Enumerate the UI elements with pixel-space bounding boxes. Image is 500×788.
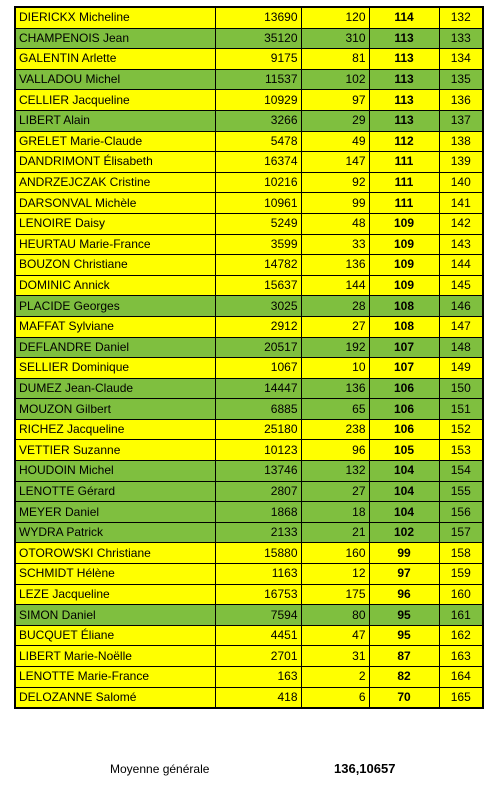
cell-name: ANDRZEJCZAK Cristine — [15, 172, 215, 193]
cell-rank: 145 — [439, 275, 483, 296]
cell-score: 109 — [369, 234, 439, 255]
cell-rank: 157 — [439, 522, 483, 543]
cell-score: 97 — [369, 564, 439, 585]
cell-total: 10929 — [215, 90, 301, 111]
cell-count: 2 — [301, 667, 369, 688]
cell-rank: 142 — [439, 213, 483, 234]
cell-score: 113 — [369, 28, 439, 49]
cell-score: 104 — [369, 481, 439, 502]
cell-rank: 165 — [439, 687, 483, 708]
cell-total: 11537 — [215, 69, 301, 90]
cell-count: 6 — [301, 687, 369, 708]
cell-rank: 149 — [439, 358, 483, 379]
cell-count: 160 — [301, 543, 369, 564]
cell-score: 102 — [369, 522, 439, 543]
cell-count: 96 — [301, 440, 369, 461]
cell-count: 27 — [301, 481, 369, 502]
cell-score: 106 — [369, 419, 439, 440]
cell-score: 111 — [369, 193, 439, 214]
cell-count: 80 — [301, 605, 369, 626]
table-row — [15, 110, 483, 131]
cell-total: 14447 — [215, 378, 301, 399]
table-row — [15, 28, 483, 49]
cell-rank: 133 — [439, 28, 483, 49]
cell-total: 7594 — [215, 605, 301, 626]
footer — [0, 758, 500, 780]
cell-rank: 160 — [439, 584, 483, 605]
cell-name: LIBERT Marie-Noëlle — [15, 646, 215, 667]
cell-count: 48 — [301, 213, 369, 234]
cell-rank: 140 — [439, 172, 483, 193]
cell-rank: 139 — [439, 152, 483, 173]
cell-rank: 136 — [439, 90, 483, 111]
cell-total: 3266 — [215, 110, 301, 131]
cell-rank: 134 — [439, 49, 483, 70]
cell-score: 107 — [369, 337, 439, 358]
cell-name: VETTIER Suzanne — [15, 440, 215, 461]
cell-total: 3599 — [215, 234, 301, 255]
cell-name: DOMINIC Annick — [15, 275, 215, 296]
cell-count: 65 — [301, 399, 369, 420]
cell-score: 87 — [369, 646, 439, 667]
cell-count: 147 — [301, 152, 369, 173]
cell-total: 10216 — [215, 172, 301, 193]
cell-name: CELLIER Jacqueline — [15, 90, 215, 111]
cell-score: 99 — [369, 543, 439, 564]
cell-rank: 146 — [439, 296, 483, 317]
cell-name: PLACIDE Georges — [15, 296, 215, 317]
cell-score: 109 — [369, 275, 439, 296]
cell-total: 25180 — [215, 419, 301, 440]
cell-name: SELLIER Dominique — [15, 358, 215, 379]
cell-total: 1163 — [215, 564, 301, 585]
cell-name: BUCQUET Éliane — [15, 625, 215, 646]
cell-name: LENOTTE Marie-France — [15, 667, 215, 688]
cell-rank: 156 — [439, 502, 483, 523]
cell-rank: 158 — [439, 543, 483, 564]
cell-score: 70 — [369, 687, 439, 708]
cell-total: 10961 — [215, 193, 301, 214]
table-row — [15, 255, 483, 276]
cell-name: CHAMPENOIS Jean — [15, 28, 215, 49]
cell-score: 114 — [369, 7, 439, 28]
cell-name: SIMON Daniel — [15, 605, 215, 626]
table-row — [15, 646, 483, 667]
cell-name: MAFFAT Sylviane — [15, 316, 215, 337]
cell-name: HEURTAU Marie-France — [15, 234, 215, 255]
cell-score: 108 — [369, 296, 439, 317]
cell-total: 2701 — [215, 646, 301, 667]
cell-name: LENOTTE Gérard — [15, 481, 215, 502]
cell-score: 109 — [369, 255, 439, 276]
cell-count: 47 — [301, 625, 369, 646]
table-row — [15, 481, 483, 502]
cell-name: SCHMIDT Hélène — [15, 564, 215, 585]
cell-count: 175 — [301, 584, 369, 605]
cell-score: 113 — [369, 90, 439, 111]
cell-total: 14782 — [215, 255, 301, 276]
cell-score: 111 — [369, 152, 439, 173]
cell-count: 192 — [301, 337, 369, 358]
table-row — [15, 358, 483, 379]
table-row — [15, 502, 483, 523]
cell-total: 4451 — [215, 625, 301, 646]
table-row — [15, 131, 483, 152]
cell-total: 1868 — [215, 502, 301, 523]
cell-total: 163 — [215, 667, 301, 688]
cell-name: DARSONVAL Michèle — [15, 193, 215, 214]
cell-count: 92 — [301, 172, 369, 193]
cell-score: 113 — [369, 49, 439, 70]
cell-name: DEFLANDRE Daniel — [15, 337, 215, 358]
average-value: 136,10657 — [334, 761, 396, 776]
cell-total: 15637 — [215, 275, 301, 296]
cell-count: 144 — [301, 275, 369, 296]
table-row — [15, 584, 483, 605]
cell-count: 120 — [301, 7, 369, 28]
cell-rank: 144 — [439, 255, 483, 276]
cell-score: 106 — [369, 399, 439, 420]
cell-rank: 135 — [439, 69, 483, 90]
table-row — [15, 193, 483, 214]
cell-total: 10123 — [215, 440, 301, 461]
cell-rank: 161 — [439, 605, 483, 626]
cell-score: 107 — [369, 358, 439, 379]
cell-rank: 141 — [439, 193, 483, 214]
cell-name: GRELET Marie-Claude — [15, 131, 215, 152]
cell-rank: 138 — [439, 131, 483, 152]
table-row — [15, 172, 483, 193]
cell-count: 136 — [301, 255, 369, 276]
table-row — [15, 234, 483, 255]
cell-score: 95 — [369, 605, 439, 626]
cell-rank: 159 — [439, 564, 483, 585]
table-row — [15, 543, 483, 564]
table-row — [15, 69, 483, 90]
cell-rank: 150 — [439, 378, 483, 399]
cell-total: 16374 — [215, 152, 301, 173]
cell-rank: 152 — [439, 419, 483, 440]
cell-total: 13690 — [215, 7, 301, 28]
cell-total: 9175 — [215, 49, 301, 70]
cell-score: 113 — [369, 69, 439, 90]
table-row — [15, 461, 483, 482]
table-row — [15, 522, 483, 543]
cell-count: 238 — [301, 419, 369, 440]
table-row — [15, 90, 483, 111]
cell-count: 27 — [301, 316, 369, 337]
cell-total: 1067 — [215, 358, 301, 379]
cell-name: BOUZON Christiane — [15, 255, 215, 276]
cell-name: DANDRIMONT Élisabeth — [15, 152, 215, 173]
cell-count: 99 — [301, 193, 369, 214]
cell-name: MEYER Daniel — [15, 502, 215, 523]
table-row — [15, 7, 483, 28]
ranking-rows — [15, 7, 483, 708]
cell-score: 109 — [369, 213, 439, 234]
cell-rank: 153 — [439, 440, 483, 461]
cell-rank: 163 — [439, 646, 483, 667]
cell-score: 111 — [369, 172, 439, 193]
cell-score: 105 — [369, 440, 439, 461]
cell-count: 28 — [301, 296, 369, 317]
cell-total: 3025 — [215, 296, 301, 317]
cell-score: 96 — [369, 584, 439, 605]
table-row — [15, 213, 483, 234]
cell-name: HOUDOIN Michel — [15, 461, 215, 482]
cell-total: 2912 — [215, 316, 301, 337]
table-row — [15, 440, 483, 461]
cell-score: 82 — [369, 667, 439, 688]
table-row — [15, 625, 483, 646]
cell-rank: 155 — [439, 481, 483, 502]
table-row — [15, 49, 483, 70]
cell-total: 5478 — [215, 131, 301, 152]
cell-name: MOUZON Gilbert — [15, 399, 215, 420]
cell-score: 108 — [369, 316, 439, 337]
cell-count: 97 — [301, 90, 369, 111]
cell-count: 12 — [301, 564, 369, 585]
table-row — [15, 316, 483, 337]
cell-total: 2133 — [215, 522, 301, 543]
table-row — [15, 399, 483, 420]
cell-score: 104 — [369, 502, 439, 523]
table-row — [15, 687, 483, 708]
cell-total: 13746 — [215, 461, 301, 482]
cell-count: 310 — [301, 28, 369, 49]
cell-count: 49 — [301, 131, 369, 152]
cell-name: LIBERT Alain — [15, 110, 215, 131]
cell-name: LENOIRE Daisy — [15, 213, 215, 234]
table-row — [15, 667, 483, 688]
table-row — [15, 296, 483, 317]
cell-total: 20517 — [215, 337, 301, 358]
cell-name: DIERICKX Micheline — [15, 7, 215, 28]
cell-rank: 164 — [439, 667, 483, 688]
cell-total: 2807 — [215, 481, 301, 502]
cell-count: 33 — [301, 234, 369, 255]
table-row — [15, 275, 483, 296]
table-row — [15, 605, 483, 626]
cell-name: LEZE Jacqueline — [15, 584, 215, 605]
cell-rank: 148 — [439, 337, 483, 358]
cell-score: 95 — [369, 625, 439, 646]
average-label: Moyenne générale — [110, 762, 210, 776]
cell-count: 132 — [301, 461, 369, 482]
cell-count: 29 — [301, 110, 369, 131]
cell-count: 18 — [301, 502, 369, 523]
table-row — [15, 337, 483, 358]
cell-count: 102 — [301, 69, 369, 90]
cell-total: 16753 — [215, 584, 301, 605]
cell-rank: 154 — [439, 461, 483, 482]
cell-count: 31 — [301, 646, 369, 667]
cell-total: 35120 — [215, 28, 301, 49]
cell-rank: 162 — [439, 625, 483, 646]
table-row — [15, 378, 483, 399]
cell-score: 113 — [369, 110, 439, 131]
cell-count: 136 — [301, 378, 369, 399]
ranking-table — [14, 6, 484, 709]
cell-name: GALENTIN Arlette — [15, 49, 215, 70]
cell-rank: 137 — [439, 110, 483, 131]
cell-score: 112 — [369, 131, 439, 152]
cell-total: 418 — [215, 687, 301, 708]
table-row — [15, 152, 483, 173]
cell-rank: 147 — [439, 316, 483, 337]
cell-count: 10 — [301, 358, 369, 379]
cell-count: 21 — [301, 522, 369, 543]
cell-name: RICHEZ Jacqueline — [15, 419, 215, 440]
cell-score: 104 — [369, 461, 439, 482]
cell-total: 6885 — [215, 399, 301, 420]
cell-rank: 132 — [439, 7, 483, 28]
cell-name: VALLADOU Michel — [15, 69, 215, 90]
cell-score: 106 — [369, 378, 439, 399]
cell-count: 81 — [301, 49, 369, 70]
cell-name: DELOZANNE Salomé — [15, 687, 215, 708]
table-row — [15, 419, 483, 440]
cell-total: 15880 — [215, 543, 301, 564]
cell-name: OTOROWSKI Christiane — [15, 543, 215, 564]
cell-name: DUMEZ Jean-Claude — [15, 378, 215, 399]
cell-rank: 151 — [439, 399, 483, 420]
cell-name: WYDRA Patrick — [15, 522, 215, 543]
table-row — [15, 564, 483, 585]
cell-rank: 143 — [439, 234, 483, 255]
cell-total: 5249 — [215, 213, 301, 234]
